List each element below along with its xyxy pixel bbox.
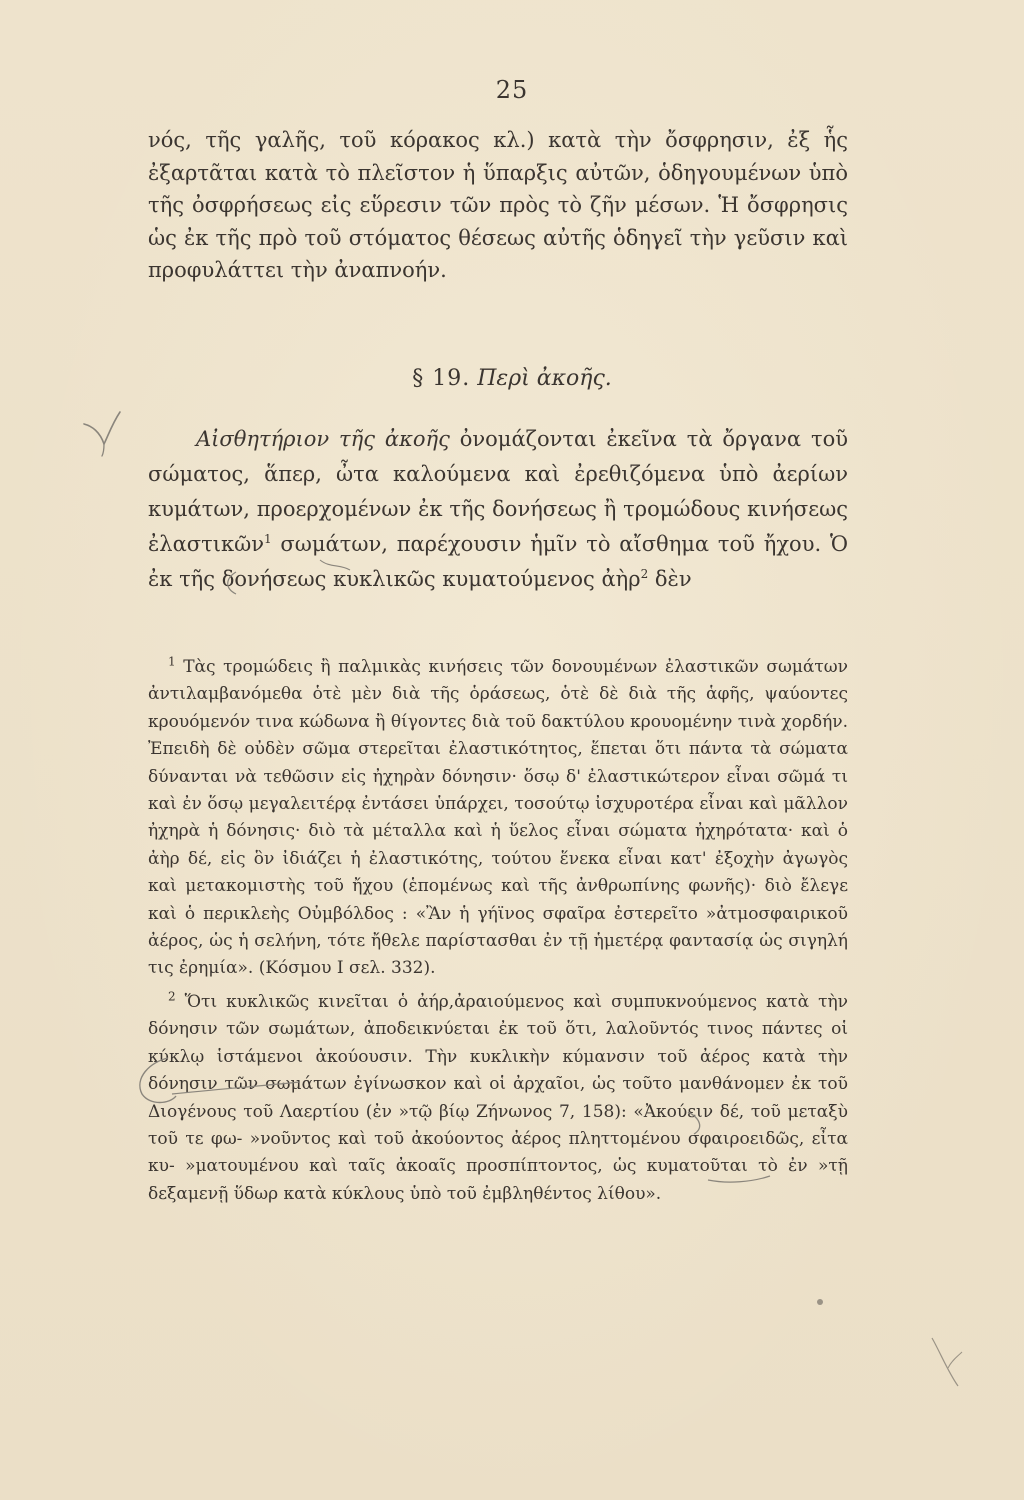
footnote-2-text: Ὅτι κυκλικῶς κινεῖται ὁ ἀήρ,ἀραιούμενος καὶ συμπυκνούμενος κατὰ τὴν δόνησιν τῶν σωμάτων, ἀποδεικνύεται ἐκ τοῦ ὅτι, λαλοῦντός τινος πάντες οἱ κύκλῳ ἱστάμενοι ἀκούουσιν. Τὴν κυκλικὴν κύμανσιν τοῦ ἀέρος κατὰ τὴν δόνησιν τῶν σωμάτων ἐγίνωσκον καὶ οἱ ἀρχαῖοι, ὡς τοῦτο μανθάνομεν ἐκ τοῦ Διογένους τοῦ Λαερτίου (ἐν »τῷ βίῳ Ζήνωνος 7, 158): «Ἀκούειν δέ, τοῦ μεταξὺ τοῦ τε φω- »νοῦντος καὶ τοῦ ἀκούοντος ἀέρος πληττομένου σφαιροειδῶς, εἶτα κυ- »ματουμένου καὶ ταῖς ἀκοαῖς προσπίπτοντος, ὡς κυματοῦται τὸ ἐν »τῇ δεξαμενῇ ὕδωρ κατὰ κύκλους ὑπὸ τοῦ ἐμβληθέντος λίθου». [148,991,848,1204]
paragraph-hearing-part-3: δὲν [648,567,692,591]
footnote-2 [148,989,848,1208]
footnote-1-marker: 1 [168,654,176,669]
footnote-ref-1: 1 [263,532,272,546]
paragraph-hearing-part-2: σωμάτων, παρέχουσιν ἡμῖν τὸ αἴσθημα τοῦ ἤχου. Ὁ ἐκ τῆς δονήσεως κυκλικῶς κυματούμενος ἀὴρ [148,532,848,591]
margin-check-mark-icon [82,410,126,458]
section-title: Περὶ ἀκοῆς. [477,366,612,391]
paragraph-hearing-part-1: ὀνομάζονται ἐκεῖνα τὰ ὄργανα τοῦ σώματος, ἅπερ, ὦτα καλούμενα καὶ ἐρεθιζόμενα ὑπὸ ἀερίων κυμάτων, προερχομένων ἐκ τῆς δονήσεως ἢ τρομώδους κινήσεως ἐλαστικῶν [148,427,848,556]
footnote-1 [148,654,848,983]
section-number: § 19. [412,366,471,391]
footnote-1-text: Τὰς τρομώδεις ἢ παλμικὰς κινήσεις τῶν δονουμένων ἐλαστικῶν σωμάτων ἀντιλαμβανόμεθα ὁτὲ μὲν διὰ τῆς ὁράσεως, ὁτὲ δὲ διὰ τῆς ἁφῆς, ψαύοντες κρουόμενόν τινα κώδωνα ἢ θίγοντες διὰ τοῦ δακτύλου κρουομένην τινὰ χορδήν. Ἐπειδὴ δὲ οὐδὲν σῶμα στερεῖται ἐλαστικότητος, ἕπεται ὅτι πάντα τὰ σώματα δύνανται νὰ τεθῶσιν εἰς ἠχηρὰν δόνησιν· ὅσῳ δ' ἐλαστικώτερον εἶναι σῶμά τι καὶ ἐν ὅσῳ μεγαλειτέρᾳ ἐντάσει ὑπάρχει, τοσούτῳ ἰσχυροτέρα εἶναι καὶ μᾶλλον ἠχηρὰ ἡ δόνησις· διὸ τὰ μέταλλα καὶ ἡ ὕελος εἶναι σώματα ἠχηρότατα· καὶ ὁ ἀὴρ δέ, εἰς ὃν ἰδιάζει ἡ ἐλαστικότης, τούτου ἕνεκα εἶναι κατ' ἐξοχὴν ἀγωγὸς καὶ μετακομιστὴς τοῦ ἤχου (ἑπομένως καὶ τῆς ἀνθρωπίνης φωνῆς)· διὸ ἔλεγε καὶ ὁ περικλεὴς Οὐμβόλδος : «Ἂν ἡ γήϊνος σφαῖρα ἐστερεῖτο »ἀτμοσφαιρικοῦ ἀέρος, ὡς ἡ σελήνη, τότε ἤθελε παρίστασθαι ἐν τῇ ἡμετέρᾳ φαντασίᾳ ὡς σιγηλή τις ἐρημία». (Κόσμου Ι σελ. 332). [148,657,848,979]
paragraph-hearing [148,422,848,597]
footnotes [148,654,848,1208]
page-number: 25 [495,76,529,104]
hearing-text-block [148,422,848,597]
footnote-2-marker: 2 [168,989,176,1004]
paragraph-lead-term: Αἰσθητήριον τῆς ἀκοῆς [196,427,450,451]
section-heading [0,366,1024,391]
paragraph-olfaction: νός, τῆς γαλῆς, τοῦ κόρακος κλ.) κατὰ τὴν ὄσφρησιν, ἐξ ἧς ἐξαρτᾶται κατὰ τὸ πλεῖστον ἡ ὕπαρξις αὐτῶν, ὁδηγουμένων ὑπὸ τῆς ὀσφρήσεως εἰς εὕρεσιν τῶν πρὸς τὸ ζῆν μέσων. Ἡ ὄσφρησις ὡς ἐκ τῆς πρὸ τοῦ στόματος θέσεως αὐτῆς ὁδηγεῖ τὴν γεῦσιν καὶ προφυλάττει τὴν ἀναπνοήν. [148,128,848,283]
footnote-ref-2: 2 [640,567,649,581]
main-text-block [148,124,848,287]
